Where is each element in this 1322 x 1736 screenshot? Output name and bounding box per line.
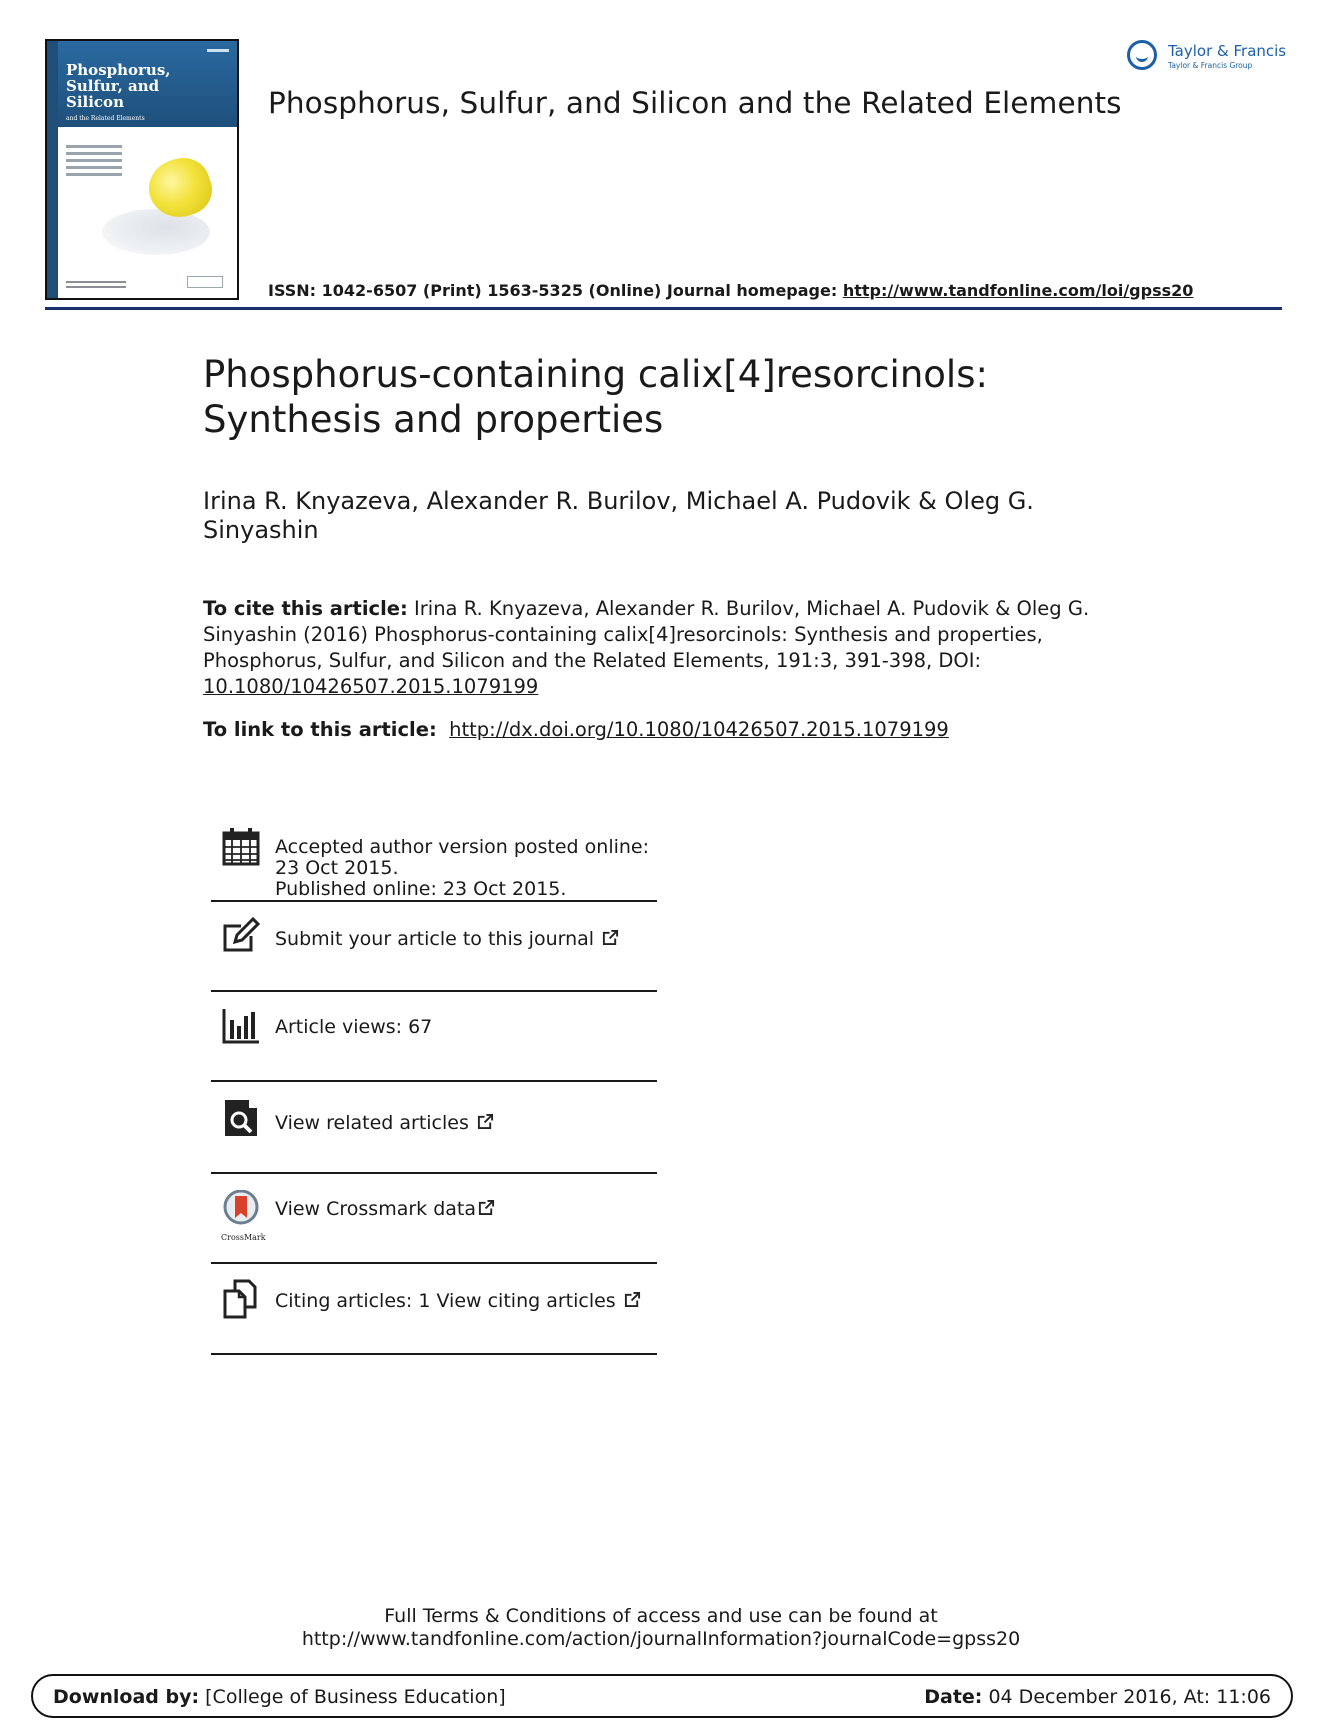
citation-label: To cite this article: xyxy=(203,597,408,620)
article-authors: Irina R. Knyazeva, Alexander R. Burilov, Michael A. Pudovik & Oleg G. Sinyashin xyxy=(203,487,1034,544)
article-link-label: To link to this article: xyxy=(203,718,437,741)
external-link-icon xyxy=(478,1199,495,1216)
publication-dates-row xyxy=(211,820,657,902)
issn-text: ISSN: 1042-6507 (Print) 1563-5325 (Online) Journal homepage: xyxy=(268,281,843,300)
cover-spine xyxy=(47,41,58,298)
publisher-name: Taylor & Francis xyxy=(1168,42,1287,60)
citation-text: Irina R. Knyazeva, Alexander R. Burilov, Michael A. Pudovik & Oleg G. Sinyashin (2016) Phosphorus-containing calix[4]resorcinols: Synthesis and properties, Phosphorus, Sulfur, and Silicon and the Related Elements, 191:3, 391-398, DOI: xyxy=(203,597,1090,672)
cover-title-line: Sulfur, and xyxy=(66,77,160,95)
edit-icon xyxy=(221,916,261,956)
submit-article-link[interactable] xyxy=(275,929,619,950)
submit-article-label: Submit your article to this journal xyxy=(275,928,595,950)
download-by xyxy=(53,1686,506,1708)
download-date-value: 04 December 2016, At: 11:06 xyxy=(988,1686,1271,1708)
citation-block xyxy=(203,596,1103,700)
terms-and-conditions xyxy=(0,1605,1322,1651)
related-articles-row[interactable] xyxy=(211,1082,657,1174)
download-by-value: [College of Business Education] xyxy=(205,1686,506,1708)
article-title-line: Phosphorus-containing calix[4]resorcinols: xyxy=(203,353,988,396)
crossmark-link[interactable] xyxy=(275,1199,495,1220)
header-divider xyxy=(45,307,1282,310)
citing-articles-label: Citing articles: 1 View citing articles xyxy=(275,1290,616,1312)
submit-article-row[interactable] xyxy=(211,902,657,992)
cover-subtitle: and the Related Elements xyxy=(66,115,145,122)
article-title-line: Synthesis and properties xyxy=(203,398,664,441)
citing-documents-icon xyxy=(221,1279,261,1319)
download-info-bar xyxy=(31,1674,1293,1718)
cover-publisher-logo xyxy=(187,276,223,288)
issn-line xyxy=(268,281,1193,300)
external-link-icon xyxy=(624,1291,641,1308)
article-doi-link[interactable]: http://dx.doi.org/10.1080/10426507.2015.1079199 xyxy=(449,718,949,741)
cover-title-line: Silicon xyxy=(66,93,124,111)
cover-title-line: Phosphorus, xyxy=(66,61,171,79)
crossmark-row[interactable] xyxy=(211,1174,657,1264)
related-articles-link[interactable] xyxy=(275,1113,494,1134)
crossmark-icon xyxy=(221,1190,261,1230)
dates-text xyxy=(275,837,655,900)
external-link-icon xyxy=(477,1113,494,1130)
cover-title xyxy=(66,62,171,110)
calendar-icon xyxy=(221,827,261,867)
document-search-icon xyxy=(221,1098,261,1138)
article-views: Article views: 67 xyxy=(275,1016,433,1038)
journal-title: Phosphorus, Sulfur, and Silicon and the Related Elements xyxy=(268,86,1122,120)
article-views-row xyxy=(211,992,657,1082)
crossmark-label: View Crossmark data xyxy=(275,1198,477,1220)
taylor-francis-logo[interactable] xyxy=(1127,38,1287,78)
taylor-francis-lamp-icon xyxy=(1127,40,1157,70)
download-date xyxy=(924,1686,1271,1708)
citing-articles-row[interactable] xyxy=(211,1264,657,1355)
published-date: Published online: 23 Oct 2015. xyxy=(275,878,567,900)
crossmark-caption: CrossMark xyxy=(221,1233,266,1242)
article-title xyxy=(203,352,1103,442)
download-date-label: Date: xyxy=(924,1686,983,1708)
cover-crystal-shadow xyxy=(102,209,210,255)
citing-articles-link[interactable] xyxy=(275,1291,641,1312)
download-by-label: Download by: xyxy=(53,1686,200,1708)
article-info-list xyxy=(211,820,657,1355)
bar-chart-icon xyxy=(221,1006,261,1046)
journal-cover-image xyxy=(45,39,239,300)
external-link-icon xyxy=(602,929,619,946)
citation-doi-link[interactable]: 10.1080/10426507.2015.1079199 xyxy=(203,675,539,698)
cover-editor-lines xyxy=(66,278,126,288)
related-articles-label: View related articles xyxy=(275,1112,469,1134)
cover-text-lines xyxy=(66,145,122,180)
article-link-block xyxy=(203,717,949,743)
cover-issn-strip xyxy=(207,49,229,52)
accepted-date: Accepted author version posted online: 23 Oct 2015. xyxy=(275,836,650,879)
terms-url[interactable]: http://www.tandfonline.com/action/journalInformation?journalCode=gpss20 xyxy=(301,1628,1021,1650)
publisher-group: Taylor & Francis Group xyxy=(1168,61,1253,70)
terms-line: Full Terms & Conditions of access and use can be found at xyxy=(384,1605,938,1627)
journal-homepage-link[interactable]: http://www.tandfonline.com/loi/gpss20 xyxy=(842,281,1194,300)
